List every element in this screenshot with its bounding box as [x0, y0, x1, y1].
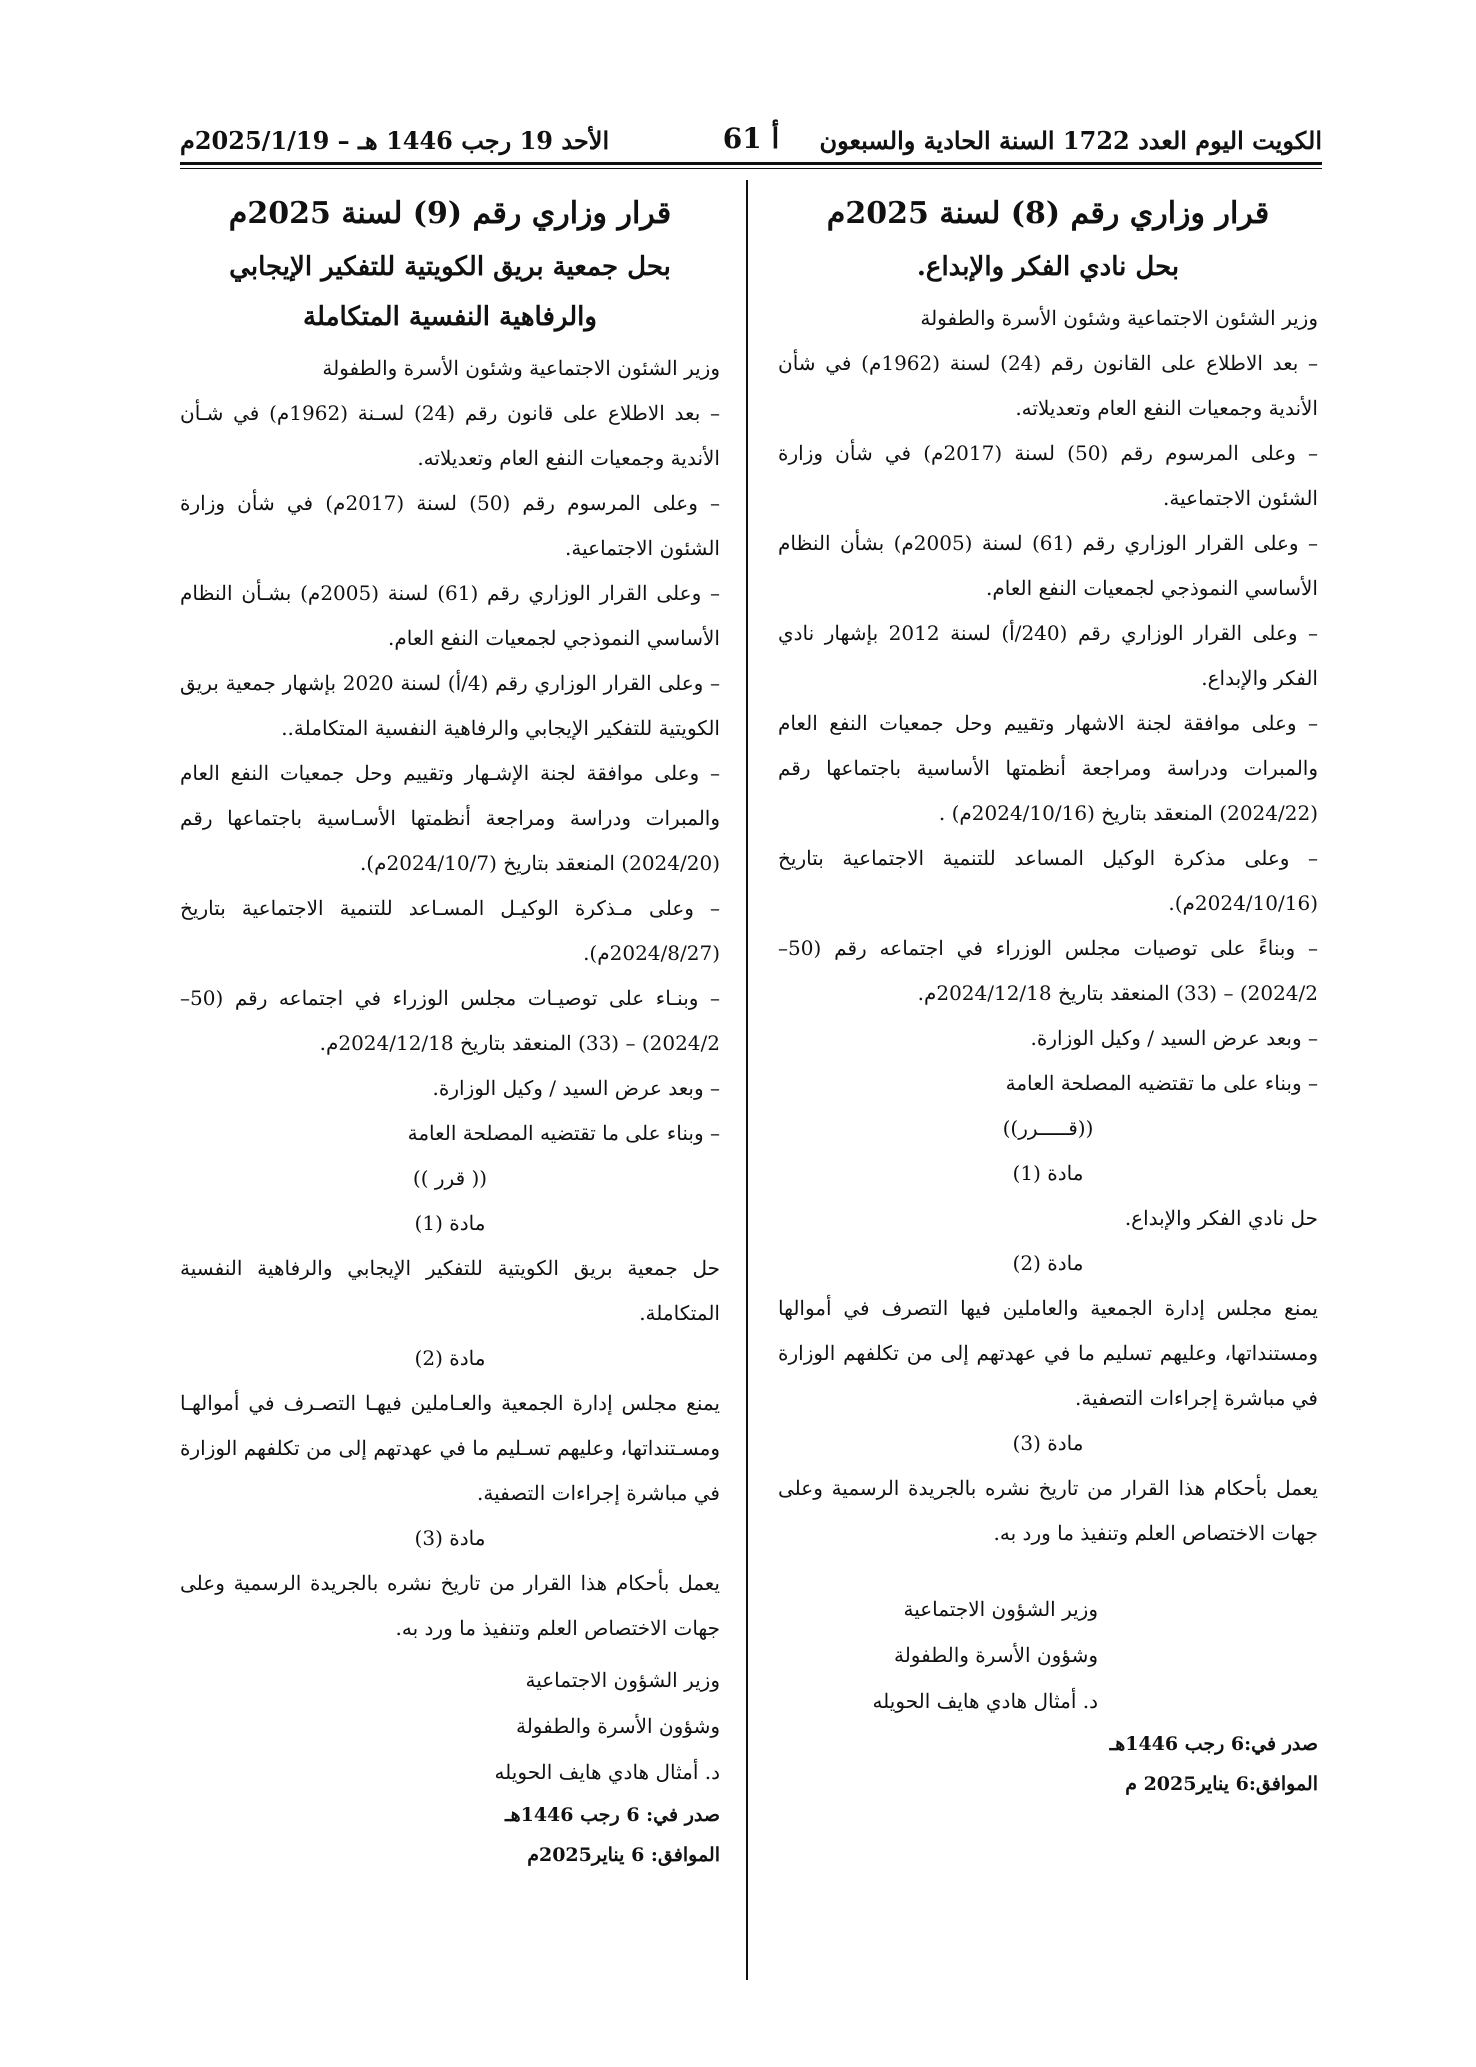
preamble-item: – بعد الاطلاع على قانون رقم (24) لسـنة (1962م) في شـأن الأندية وجمعيات النفع العام وتعديلاته. [180, 401, 720, 470]
preamble-item: – وعلى مـذكرة الوكيـل المسـاعد للتنمية الاجتماعية بتاريخ (2024/8/27م). [180, 896, 720, 965]
preamble-item: – وعلى القرار الوزاري رقم (61) لسنة (2005م) بشأن النظام الأساسي النموذجي لجمعيات النفع العام. [778, 531, 1318, 600]
preamble-item: – وعلى المرسوم رقم (50) لسنة (2017م) في شأن وزارة الشئون الاجتماعية. [778, 441, 1319, 510]
preamble-item: – وعلى مذكرة الوكيل المساعد للتنمية الاجتماعية بتاريخ (2024/10/16م). [778, 846, 1318, 915]
preamble-item: – وبناء على ما تقتضيه المصلحة العامة [407, 1121, 720, 1145]
decision-8-column [778, 190, 1318, 1804]
article-2-heading: مادة (2) [414, 1346, 486, 1370]
preamble-item: – وعلى موافقة لجنة الإشـهار وتقييم وحل جمعيات النفع العام والمبرات ودراسة ومراجعة أنظمتها الأسـاسية باجتماعها رقم (2024/20) المنعقد بتاريخ (2024/10/7م). [180, 761, 720, 875]
page-header [180, 120, 1322, 160]
preamble-item: – وبناءً على توصيات مجلس الوزراء في اجتماعه رقم (50–2024/2) – (33) المنعقد بتاريخ 2024/12/18م. [778, 936, 1318, 1005]
decision-9-column [180, 190, 720, 1875]
article-2-text: يمنع مجلس إدارة الجمعية والعاملين فيها التصرف في أموالها ومستنداتها، وعليهم تسليم ما في عهدتهم إلى من تكلفهم الوزارة في مباشرة إجراءات التصفية. [778, 1296, 1318, 1410]
preamble-item: – وعلى القرار الوزاري رقم (61) لسنة (2005م) بشـأن النظام الأساسي النموذجي لجمعيات النفع العام. [180, 581, 720, 650]
article-1-heading: مادة (1) [414, 1211, 486, 1235]
preamble-item: – وبنـاء على توصيـات مجلس الوزراء في اجتماعه رقم (50–2024/2) – (33) المنعقد بتاريخ 2024/12/18م. [180, 986, 720, 1055]
signature-name: د. أمثال هادي هايف الحويله [494, 1760, 720, 1784]
header-rule-thick [180, 162, 1322, 165]
preamble-item: – وبعد عرض السيد / وكيل الوزارة. [432, 1076, 720, 1100]
article-1-text: حل نادي الفكر والإبداع. [1124, 1206, 1318, 1230]
decision-word: ((قـــــرر)) [1002, 1116, 1094, 1140]
signature-title-1: وزير الشؤون الاجتماعية [903, 1597, 1098, 1621]
signature-block [180, 1657, 720, 1795]
decision-word: (( قرر )) [412, 1166, 488, 1190]
article-1-text: حل جمعية بريق الكويتية للتفكير الإيجابي والرفاهية النفسية المتكاملة. [180, 1256, 720, 1325]
article-2-heading: مادة (2) [1012, 1251, 1084, 1275]
decision-title: قرار وزاري رقم (9) لسنة 2025م [228, 196, 672, 231]
signature-title-2: وشؤون الأسرة والطفولة [893, 1643, 1098, 1667]
article-1-heading: مادة (1) [1012, 1161, 1084, 1185]
page-number: أ 61 [722, 122, 780, 155]
preamble-item: – وبعد عرض السيد / وكيل الوزارة. [1030, 1026, 1318, 1050]
preamble-item: – وعلى موافقة لجنة الاشهار وتقييم وحل جمعيات النفع العام والمبرات ودراسة ومراجعة أنظمتها الأساسية باجتماعها رقم (2024/22) المنعقد بتاريخ (2024/10/16م) . [778, 711, 1318, 825]
preamble-item: – وعلى القرار الوزاري رقم (240/أ) لسنة 2012 بإشهار نادي الفكر والإبداع. [778, 621, 1319, 690]
preamble-minister: وزير الشئون الاجتماعية وشئون الأسرة والطفولة [920, 306, 1318, 330]
column-divider [746, 180, 748, 1980]
article-3-text: يعمل بأحكام هذا القرار من تاريخ نشره بالجريدة الرسمية وعلى جهات الاختصاص العلم وتنفيذ ما ورد به. [180, 1571, 720, 1640]
article-3-heading: مادة (3) [1012, 1431, 1084, 1455]
decision-title: قرار وزاري رقم (8) لسنة 2025م [826, 196, 1270, 231]
header-date: الأحد 19 رجب 1446 هـ – 2025/1/19م [180, 126, 610, 155]
article-2-text: يمنع مجلس إدارة الجمعية والعـاملين فيهـا التصـرف في أموالهـا ومسـتنداتها، وعليهم تسـليم ما في عهدتهم إلى من تكلفهم الوزارة في مباشرة إجراءات التصفية. [180, 1391, 720, 1505]
signature-title-2: وشؤون الأسرة والطفولة [515, 1714, 720, 1738]
signature-title-1: وزير الشؤون الاجتماعية [525, 1668, 720, 1692]
issued-date: صدر في:6 رجب 1446هـ [1109, 1733, 1318, 1755]
signature-name: د. أمثال هادي هايف الحويله [872, 1689, 1098, 1713]
decision-subtitle: بحل نادي الفكر والإبداع. [916, 252, 1180, 282]
signature-block [778, 1586, 1318, 1724]
preamble-item: – وعلى المرسوم رقم (50) لسنة (2017م) في شأن وزارة الشئون الاجتماعية. [180, 491, 721, 560]
issued-date: صدر في: 6 رجب 1446هـ [505, 1804, 720, 1826]
header-rule-thin [180, 168, 1322, 169]
header-issue-info: الكويت اليوم العدد 1722 السنة الحادية والسبعون [819, 126, 1322, 155]
decision-subtitle: بحل جمعية بريق الكويتية للتفكير الإيجابي والرفاهية النفسية المتكاملة [229, 252, 671, 332]
article-3-text: يعمل بأحكام هذا القرار من تاريخ نشره بالجريدة الرسمية وعلى جهات الاختصاص العلم وتنفيذ ما ورد به. [778, 1476, 1318, 1545]
article-3-heading: مادة (3) [414, 1526, 486, 1550]
preamble-item: – وبناء على ما تقتضيه المصلحة العامة [1005, 1071, 1318, 1095]
preamble-minister: وزير الشئون الاجتماعية وشئون الأسرة والطفولة [322, 356, 720, 380]
corresponding-date: الموافق:6 يناير2025 م [1125, 1773, 1318, 1795]
preamble-item: – بعد الاطلاع على القانون رقم (24) لسنة (1962م) في شأن الأندية وجمعيات النفع العام وتعديلاته. [778, 351, 1319, 420]
preamble-item: – وعلى القرار الوزاري رقم (4/أ) لسنة 2020 بإشهار جمعية بريق الكويتية للتفكير الإيجابي والرفاهية النفسية المتكاملة.. [180, 671, 721, 740]
corresponding-date: الموافق: 6 يناير2025م [527, 1844, 720, 1866]
